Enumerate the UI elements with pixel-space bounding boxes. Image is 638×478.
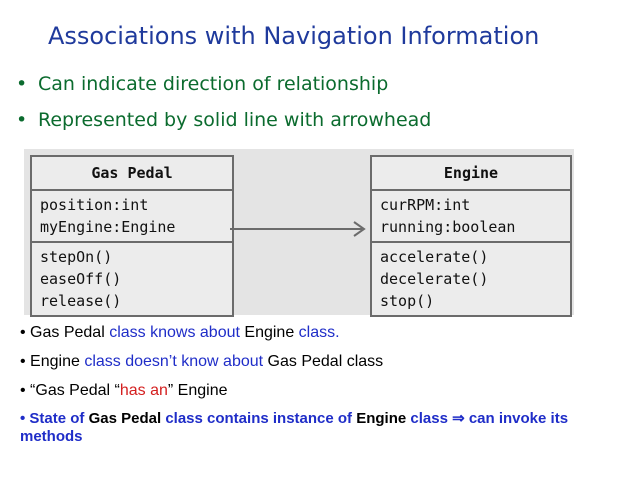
slide-title: Associations with Navigation Information [48,22,540,50]
bullet-item [16,102,431,138]
note-segment: • Engine [20,353,85,370]
note-segment: ” Engine [167,382,228,399]
note-segment: has an [119,382,168,399]
uml-attribute: position:int [40,196,149,214]
note-segment: Engine [244,324,299,341]
uml-diagram [24,149,574,315]
uml-attribute: myEngine:Engine [40,218,176,236]
note-segment: Gas Pedal class [267,353,384,370]
uml-method: decelerate() [380,270,489,288]
note-item [20,376,630,405]
bullet-list [16,66,431,138]
note-item [20,347,630,376]
note-segment: class ⇒ can invoke its methods [20,410,569,445]
note-segment: class. [298,324,340,341]
uml-class-name: Engine [372,157,570,191]
bullet-item [16,66,431,102]
uml-attributes [32,191,232,243]
note-segment: class knows about [109,324,245,341]
uml-class-gas-pedal [30,155,234,317]
note-segment: class doesn’t know about [84,353,268,370]
uml-attribute: curRPM:int [380,196,471,214]
bullet-text: Can indicate direction of relationship [38,73,389,95]
association-arrow [230,219,370,239]
note-segment: • “Gas Pedal “ [20,382,120,399]
note-item [20,410,630,446]
note-segment: • State of [20,410,89,427]
uml-attributes [372,191,570,243]
notes-list [20,318,630,446]
note-segment: class contains instance of [165,410,357,427]
uml-methods [32,243,232,315]
bullet-dot-icon: • [16,109,28,131]
uml-method: stepOn() [40,248,113,266]
uml-method: easeOff() [40,270,122,288]
uml-attribute: running:boolean [380,218,516,236]
note-segment: Gas Pedal [88,410,166,427]
uml-method: release() [40,292,122,310]
note-item [20,318,630,347]
bullet-dot-icon: • [16,73,28,95]
note-segment: • Gas Pedal [20,324,110,341]
uml-class-engine [370,155,572,317]
note-segment: Engine [356,410,411,427]
uml-class-name: Gas Pedal [32,157,232,191]
uml-method: accelerate() [380,248,489,266]
uml-methods [372,243,570,315]
uml-method: stop() [380,292,435,310]
bullet-text: Represented by solid line with arrowhead [38,109,432,131]
